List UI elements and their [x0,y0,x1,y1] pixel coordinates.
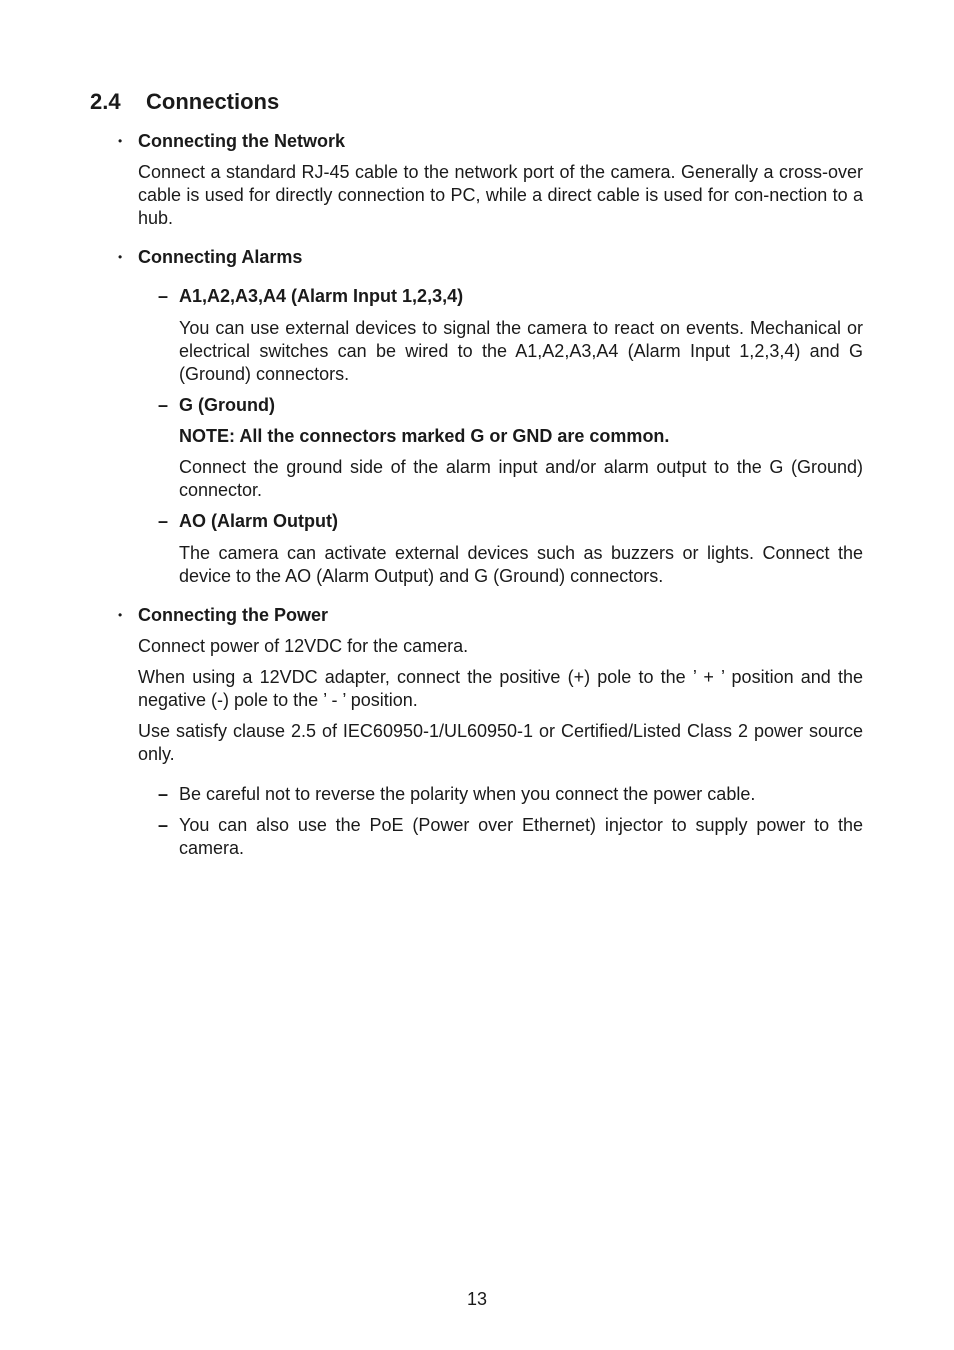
dash-icon: – [158,286,169,306]
section-heading [90,89,279,115]
ground-body: Connect the ground side of the alarm input and/or alarm output to the G (Ground) connector. [179,457,863,500]
bullet-icon: • [118,250,123,264]
page-number: 13 [466,1289,488,1309]
alarm-inputs-title: A1,A2,A3,A4 (Alarm Input 1,2,3,4) [179,286,464,306]
power-paragraph-1: Connect power of 12VDC for the camera. [138,636,469,656]
ground-note: NOTE: All the connectors marked G or GND are common. [179,426,670,446]
dash-icon: – [158,511,169,531]
power-item: Be careful not to reverse the polarity when you connect the power cable. [179,784,756,804]
section-title: Connections [146,89,280,114]
dash-icon: – [158,815,169,835]
bullet-icon: • [118,608,123,622]
bullet-icon: • [118,134,123,148]
alarm-output-title: AO (Alarm Output) [179,511,338,531]
power-paragraph-3: Use satisfy clause 2.5 of IEC60950-1/UL60950-1 or Certified/Listed Class 2 power source only. [138,721,863,764]
dash-icon: – [158,395,169,415]
ground-title: G (Ground) [179,395,275,415]
network-title: Connecting the Network [138,131,346,151]
alarm-inputs-body: You can use external devices to signal the camera to react on events. Mechanical or electrical switches can be wired to the A1,A2,A3,A4 (Alarm Input 1,2,3,4) and G (Ground) connectors. [179,318,863,384]
alarm-output-body: The camera can activate external devices such as buzzers or lights. Connect the device to the AO (Alarm Output) and G (Ground) connectors. [179,543,863,586]
alarms-title: Connecting Alarms [138,247,303,267]
section-number: 2.4 [90,89,121,114]
power-title: Connecting the Power [138,605,329,625]
network-body: Connect a standard RJ-45 cable to the network port of the camera. Generally a cross-over cable is used for directly connection to PC, while a direct cable is used for con-nection to a hub. [138,162,863,228]
power-paragraph-2: When using a 12VDC adapter, connect the positive (+) pole to the ’ + ’ position and the negative (-) pole to the ’ - ’ position. [138,667,863,710]
power-item: You can also use the PoE (Power over Ethernet) injector to supply power to the camera. [179,815,863,858]
dash-icon: – [158,784,169,804]
